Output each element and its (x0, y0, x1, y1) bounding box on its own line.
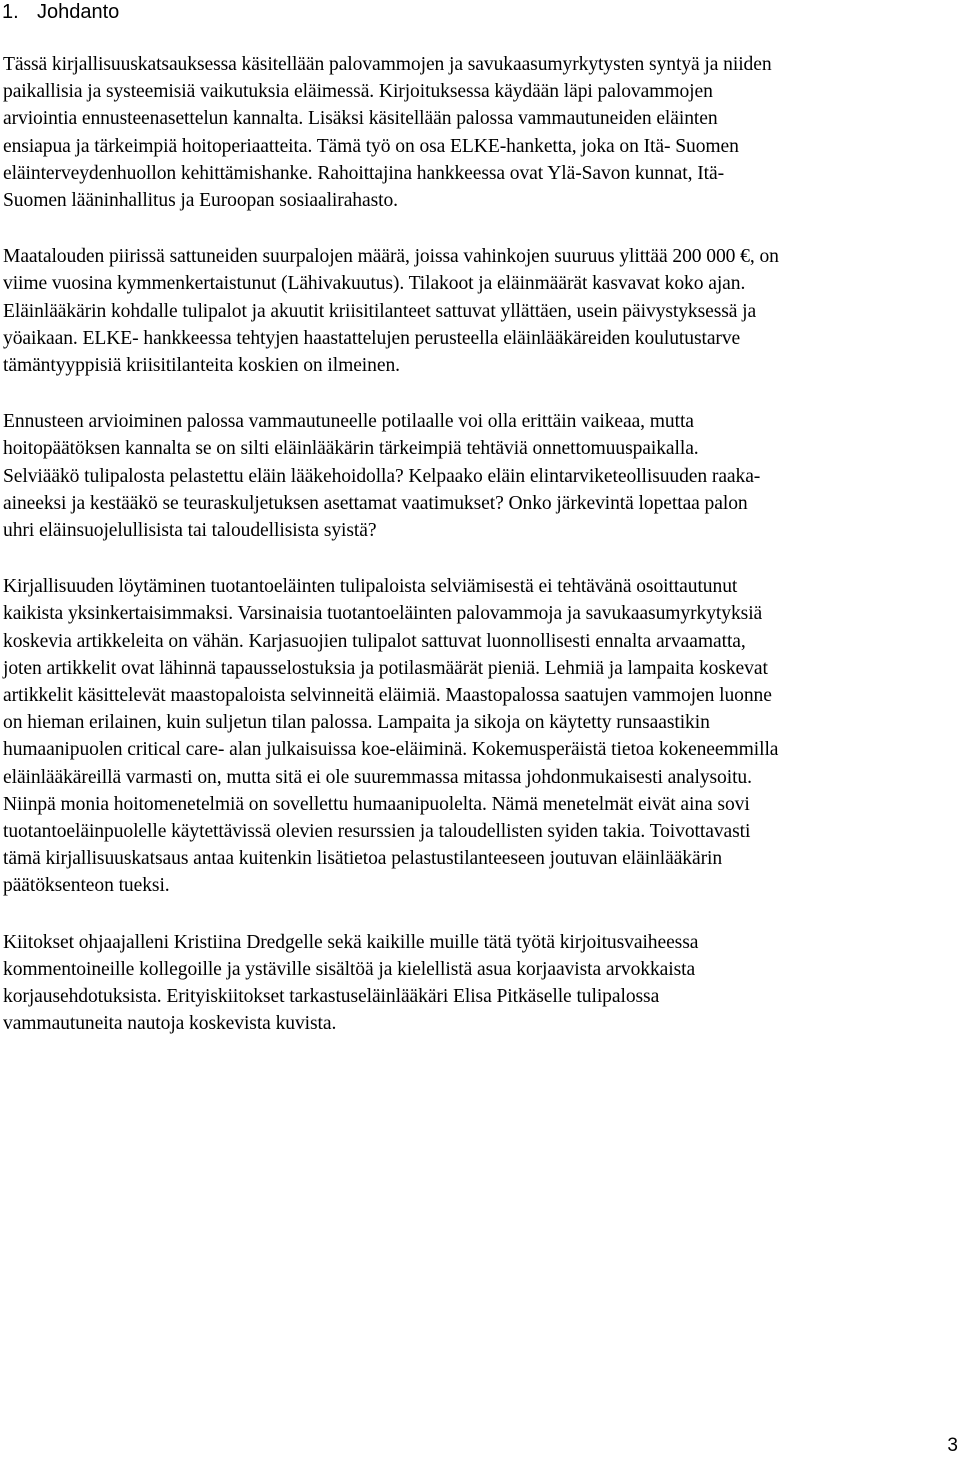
text-line: on hieman erilainen, kuin suljetun tilan palossa. Lampaita ja sikoja on käytetty runsaastikin (3, 712, 710, 734)
text-line: Ennusteen arvioiminen palossa vammautuneelle potilaalle voi olla erittäin vaikeaa, mutta (3, 411, 694, 433)
text-line: tämäntyyppisiä kriisitilanteita koskien on ilmeinen. (3, 355, 400, 377)
text-line: viime vuosina kymmenkertaistunut (Lähivakuutus). Tilakoot ja eläinmäärät kasvavat koko ajan. (3, 273, 746, 295)
text-line: tämä kirjallisuuskatsaus antaa kuitenkin lisätietoa pelastustilanteeseen joutuvan eläinlääkärin (3, 848, 723, 870)
text-line: paikallisia ja systeemisiä vaikutuksia eläimessä. Kirjoituksessa käydään läpi palovammojen (3, 81, 713, 103)
text-line: hoitopäätöksen kannalta se on silti eläinlääkärin tärkeimpiä tehtäviä onnettomuuspaikalla. (3, 438, 699, 460)
text-line: eläinlääkäreillä varmasti on, mutta sitä ei ole suuremmassa mitassa johdonmukaisesti analysoitu. (3, 766, 752, 788)
text-line: eläinterveydenhuollon kehittämishanke. Rahoittajina hankkeessa ovat Ylä-Savon kunnat, Itä- (3, 162, 725, 184)
text-line: Kirjallisuuden löytäminen tuotantoeläinten tulipaloista selviämisestä ei tehtävänä osoittautunut (3, 576, 738, 598)
text-line: aineeksi ja kestääkö se teuraskuljetuksen asettamat vaatimukset? Onko järkevintä lopettaa palon (3, 492, 748, 514)
paragraph-literature (3, 573, 960, 899)
page-number: 3 (947, 1435, 958, 1456)
section-number: 1. (2, 1, 19, 23)
text-line: vammautuneita nautoja koskevista kuvista. (3, 1013, 337, 1035)
text-line: uhri eläinsuojelullisista tai taloudellisista syistä? (3, 520, 377, 542)
text-line: artikkelit käsittelevät maastopaloista selvinneitä eläimiä. Maastopalossa saatujen vammojen luonne (3, 685, 772, 707)
text-line: korjausehdotuksista. Erityiskiitokset tarkastuseläinlääkäri Elisa Pitkäselle tulipalossa (3, 986, 660, 1008)
paragraph-fire-statistics (3, 243, 960, 379)
paragraph-prognosis (3, 408, 960, 544)
text-line: koskevia artikkeleita on vähän. Karjasuojien tulipalot sattuvat luonnollisesti ennalta arvaamatta, (3, 630, 746, 652)
paragraph-acknowledgements (3, 929, 960, 1038)
text-line: päätöksenteon tueksi. (3, 875, 170, 897)
text-line: Suomen lääninhallitus ja Euroopan sosiaalirahasto. (3, 190, 398, 212)
text-line: arviointia ennusteenasettelun kannalta. Lisäksi käsitellään palossa vammautuneiden eläinten (3, 108, 718, 130)
text-line: Maatalouden piirissä sattuneiden suurpalojen määrä, joissa vahinkojen suuruus ylittää 200 000 €, on (3, 246, 779, 268)
text-line: Kiitokset ohjaajalleni Kristiina Dredgelle sekä kaikille muille tätä työtä kirjoitusvaiheessa (3, 931, 699, 953)
text-line: Eläinlääkärin kohdalle tulipalot ja akuutit kriisitilanteet sattuvat yllättäen, usein päivystyksessä ja (3, 300, 757, 322)
document-body (3, 51, 960, 1067)
paragraph-introduction (3, 51, 960, 214)
text-line: ensiapua ja tärkeimpiä hoitoperiaatteita. Tämä työ on osa ELKE-hanketta, joka on Itä- Suomen (3, 135, 739, 157)
text-line: yöaikaan. ELKE- hankkeessa tehtyjen haastattelujen perusteella eläinlääkäreiden koulutustarve (3, 327, 741, 349)
text-line: kaikista yksinkertaisimmaksi. Varsinaisia tuotantoeläinten palovammoja ja savukaasumyrkytyksiä (3, 603, 763, 625)
text-line: humaanipuolen critical care- alan julkaisuissa koe-eläiminä. Kokemusperäistä tietoa kokeneemmilla (3, 739, 779, 761)
text-line: tuotantoeläinpuolelle käytettävissä olevien resurssien ja taloudellisten syiden takia. Toivottavasti (3, 821, 751, 843)
section-title: Johdanto (37, 1, 120, 23)
text-line: Selviääkö tulipalosta pelastettu eläin lääkehoidolla? Kelpaako eläin elintarviketeollisuuden raaka- (3, 465, 761, 487)
text-line: kommentoineille kollegoille ja ystäville sisältöä ja kielellistä asua korjaavista arvokkaista (3, 958, 696, 980)
section-heading (2, 0, 119, 24)
text-line: joten artikkelit ovat lähinnä tapausselostuksia ja potilasmäärät pieniä. Lehmiä ja lampaita koskevat (3, 657, 768, 679)
text-line: Tässä kirjallisuuskatsauksessa käsitellään palovammojen ja savukaasumyrkytysten syntyä ja niiden (3, 54, 772, 75)
text-line: Niinpä monia hoitomenetelmiä on sovellettu humaanipuolelta. Nämä menetelmät eivät aina sovi (3, 793, 750, 815)
